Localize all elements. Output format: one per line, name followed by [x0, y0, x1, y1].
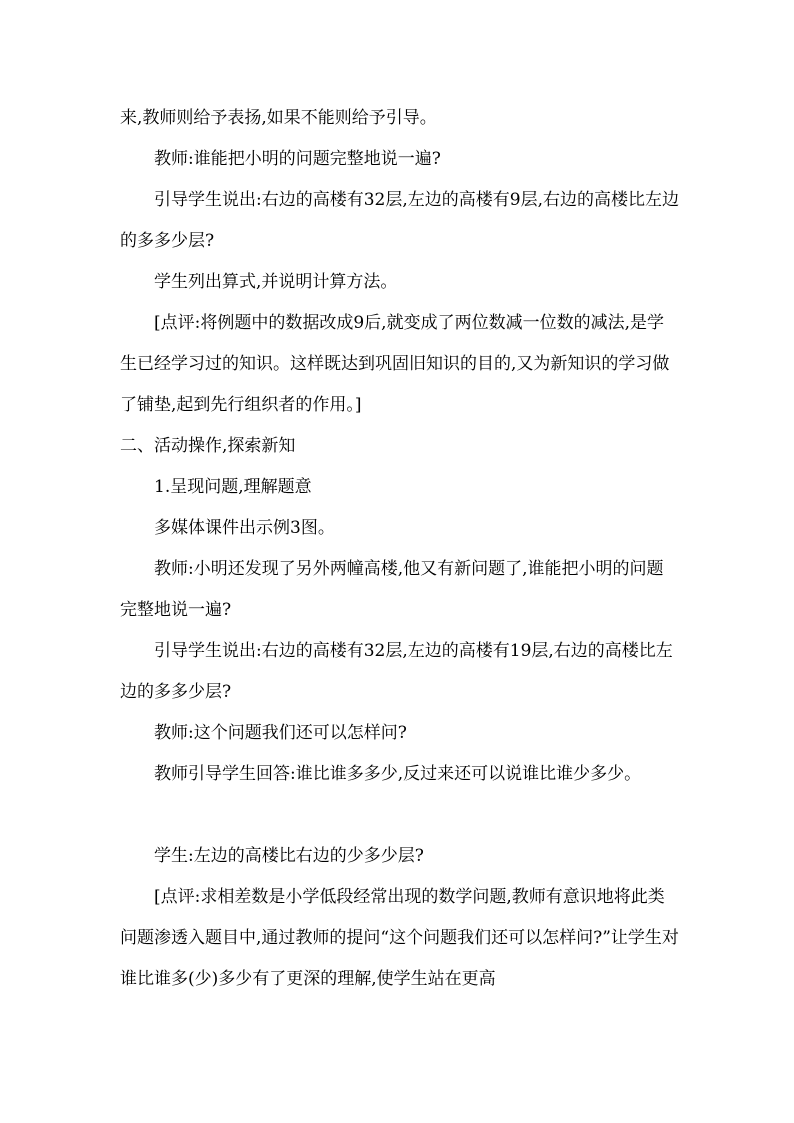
paragraph-guide-students: 引导学生说出:右边的高楼有32层,左边的高楼有9层,右边的高楼比左边的多多少层?: [120, 190, 679, 251]
paragraph-teacher-ask: 教师:这个问题我们还可以怎样问?: [154, 723, 407, 743]
paragraph-comment-1: [点评:将例题中的数据改成9后,就变成了两位数减一位数的减法,是学生已经学习过的知识。这样既达到巩固旧知识的目的,又为新知识的学习做了铺垫,起到先行组织者的作用。]: [120, 313, 670, 415]
section-heading: 二、活动操作,探索新知: [120, 436, 296, 456]
paragraph-teacher-question: 教师:谁能把小明的问题完整地说一遍?: [154, 149, 441, 169]
subsection-heading: 1.呈现问题,理解题意: [154, 477, 312, 497]
paragraph-guide-students-2: 引导学生说出:右边的高楼有32层,左边的高楼有19层,右边的高楼比左边的多多少层?: [120, 641, 673, 702]
paragraph-student-calculation: 学生列出算式,并说明计算方法。: [154, 272, 398, 292]
paragraph-multimedia: 多媒体课件出示例3图。: [154, 518, 335, 538]
paragraph-student-answer: 学生:左边的高楼比右边的少多少层?: [154, 846, 424, 866]
paragraph-continuation: 来,教师则给予表扬,如果不能则给予引导。: [120, 108, 437, 128]
paragraph-teacher-guide-answer: 教师引导学生回答:谁比谁多多少,反过来还可以说谁比谁少多少。: [154, 764, 642, 784]
paragraph-comment-2: [点评:求相差数是小学低段经常出现的数学问题,教师有意识地将此类问题渗透入题目中,通过教师的提问“这个问题我们还可以怎样问?”让学生对谁比谁多(少)多少有了更深的理解,使学生站在更高: [120, 887, 679, 989]
paragraph-teacher-new-problem: 教师:小明还发现了另外两幢高楼,他又有新问题了,谁能把小明的问题完整地说一遍?: [120, 559, 664, 620]
